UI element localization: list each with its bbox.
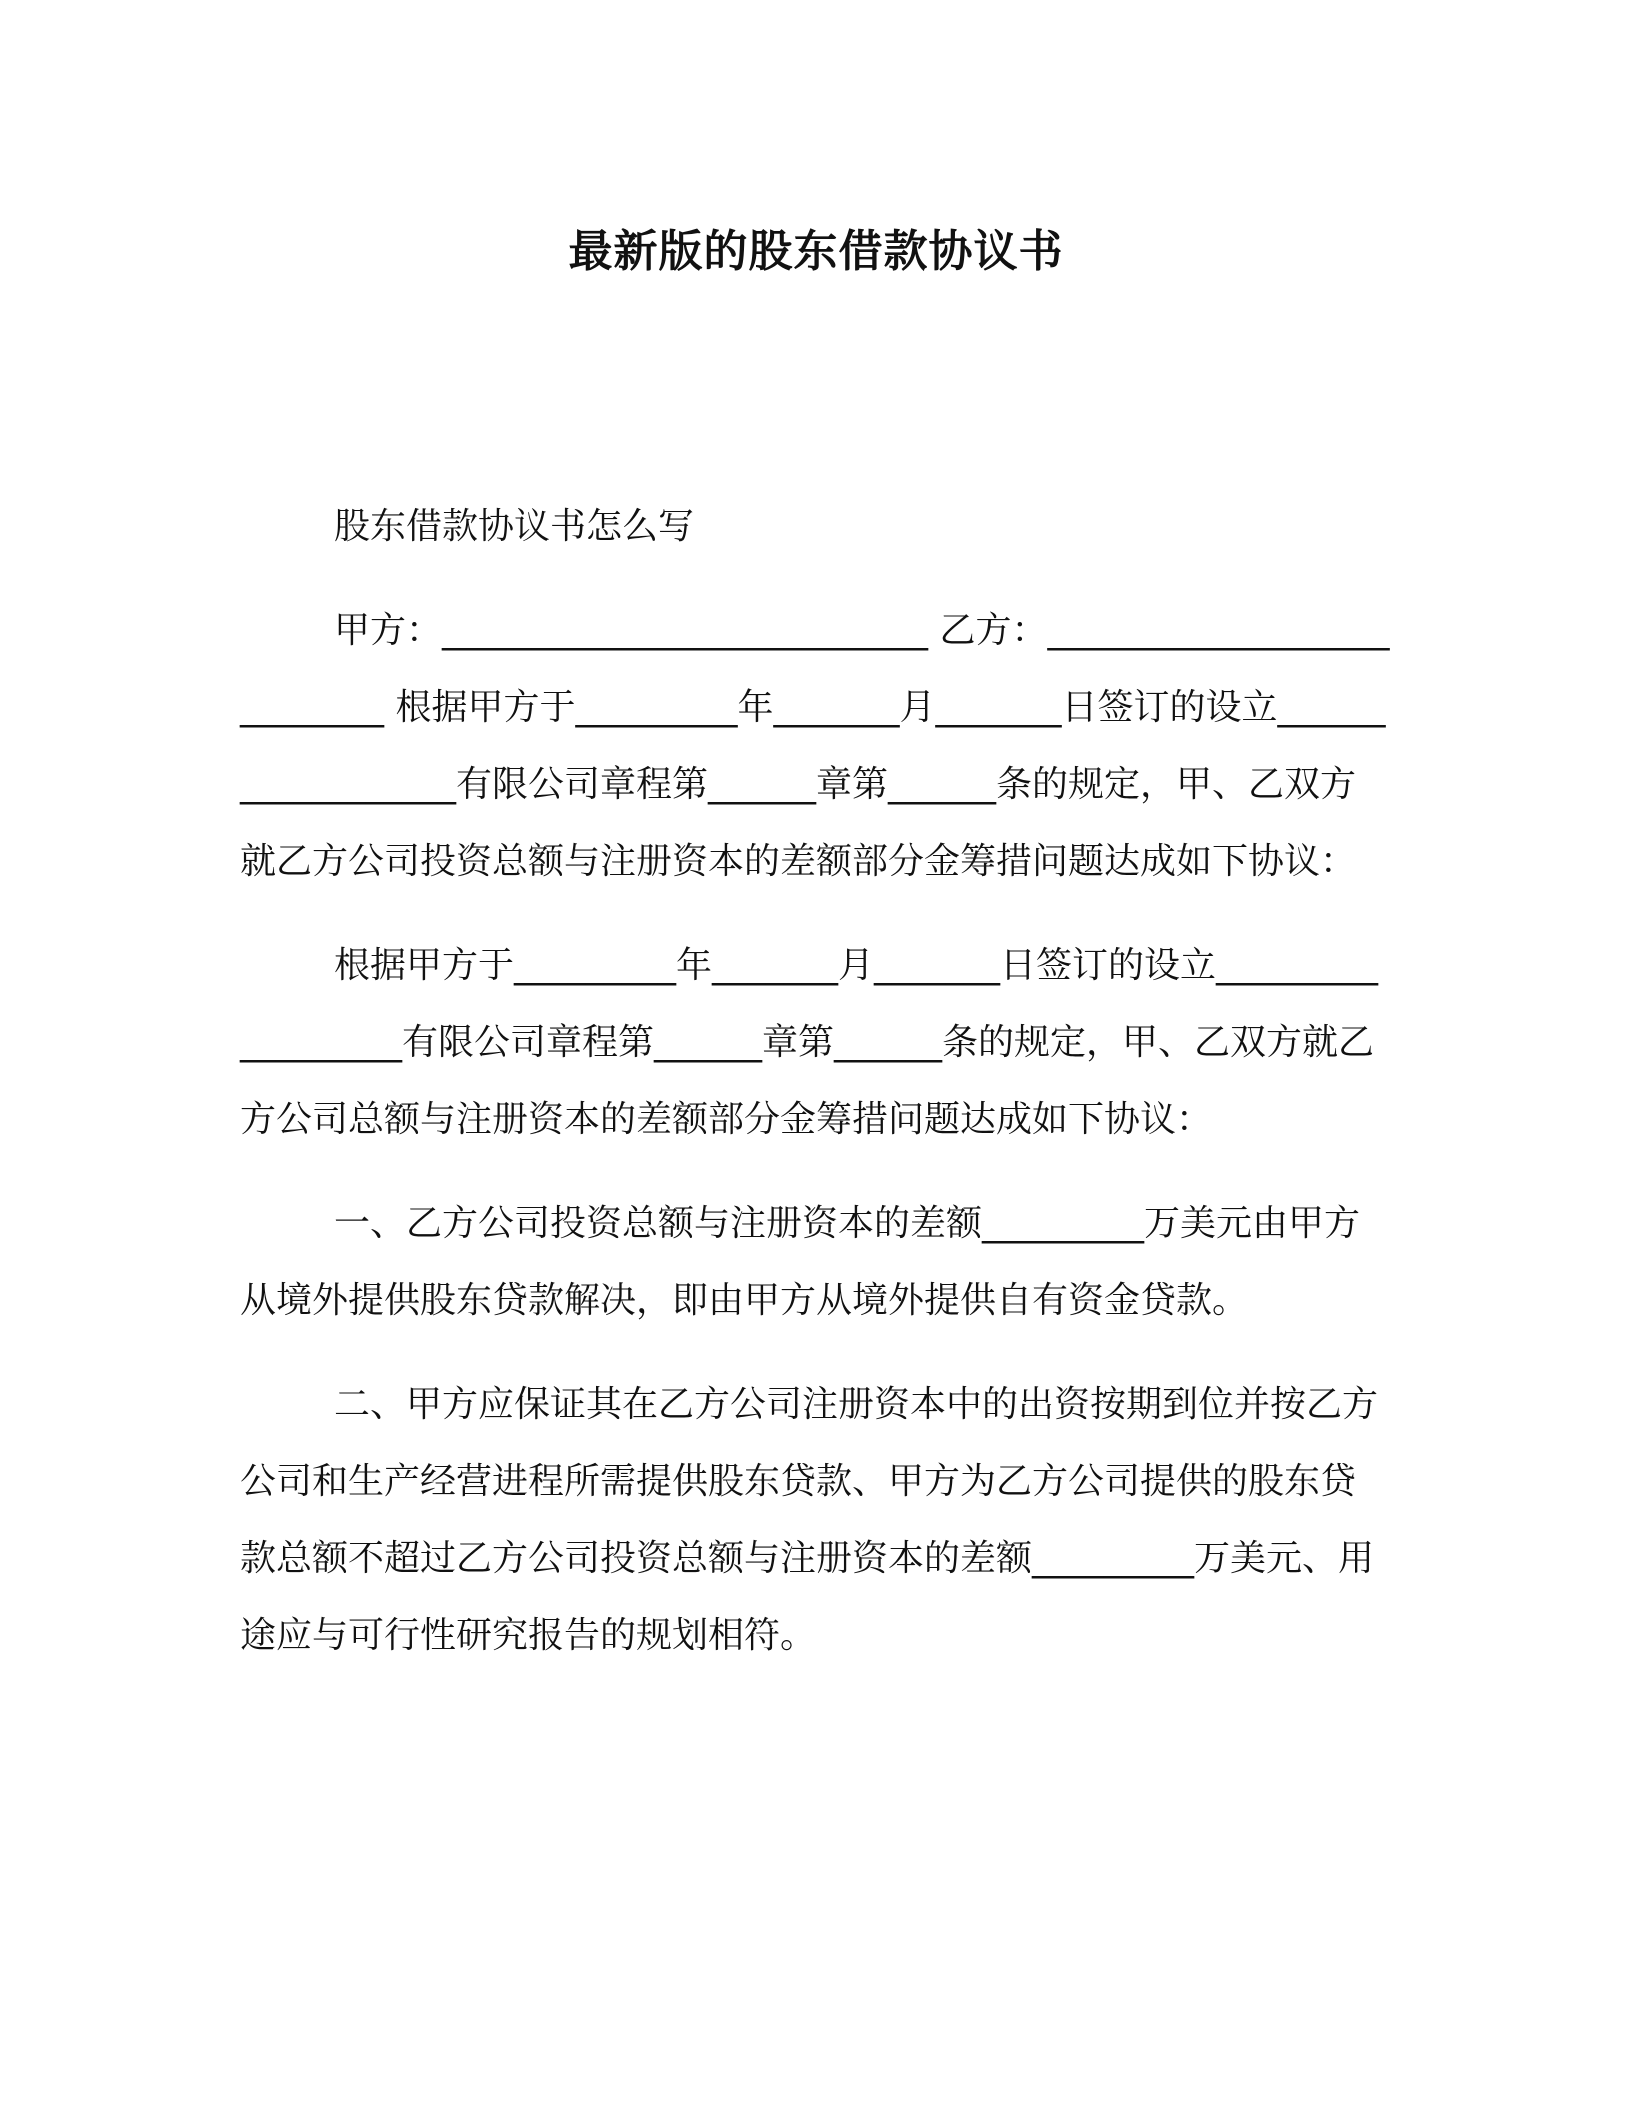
paragraph-basis: 根据甲方于_________年_______月_______日签订的设立__________________有限公司章程第______章第______条的规定，甲、乙双方就乙方公司总额与注册资本的差额部分金筹措问题达成如下协议： — [240, 945, 1379, 1140]
paragraph-clause-2: 二、甲方应保证其在乙方公司注册资本中的出资按期到位并按乙方公司和生产经营进程所需提供股东贷款、甲方为乙方公司提供的股东贷款总额不超过乙方公司投资总额与注册资本的差额_________万美元、用途应与可行性研究报告的规划相符。 — [240, 1384, 1379, 1656]
paragraph-clause-1: 一、乙方公司投资总额与注册资本的差额_________万美元由甲方从境外提供股东贷款解决，即由甲方从境外提供自有资金贷款。 — [240, 1203, 1361, 1321]
document-body — [240, 488, 1390, 1701]
paragraph-subtitle: 股东借款协议书怎么写 — [334, 506, 695, 547]
document-title: 最新版的股东借款协议书 — [568, 226, 1064, 277]
paragraph-parties: 甲方：___________________________ 乙方：___________________________ 根据甲方于_________年_______月_______日签订的设立__________________有限公司章程第______章第______条的规定，甲、乙双方就乙方公司投资总额与注册资本的差额部分金筹措问题达成如下协议： — [240, 610, 1390, 882]
